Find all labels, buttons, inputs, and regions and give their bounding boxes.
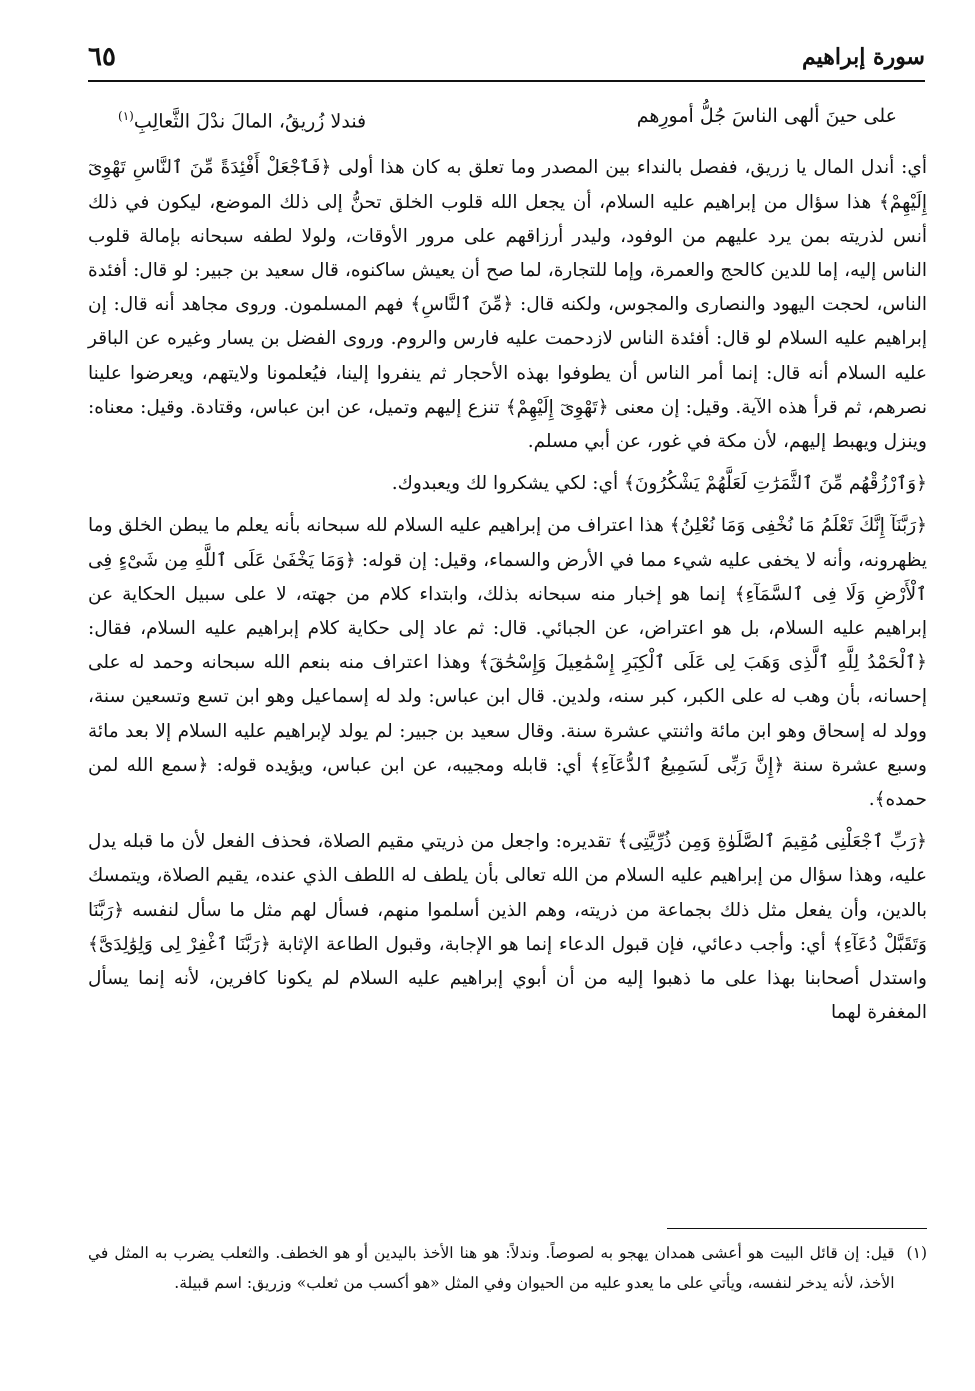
paragraph: أي: أندل المال يا زريق، ففصل بالنداء بين المصدر وما تعلق به كان هذا أولى ﴿فَٱجْعَلْ أَفْئِدَةً مِّنَ ٱلنَّاسِ تَهْوِىٓ إِلَيْهِمْ﴾ هذا سؤال من إبراهيم عليه السلام، أن يجعل الله قلوب الخلق تحنُّ إلى ذلك الموضع، ليكون في ذلك أنس لذريته بمن يرد عليهم من الوفود، وليدر أرزاقهم على مرور الأوقات، ولولا لطفه سبحانه بإمالة قلوب الناس إليه، إما للدين كالحج والعمرة، وإما للتجارة، لما صح أن يعيش ساكنوه، قال سعيد بن جبير: لو قال: أفئدة الناس، لحجت اليهود والنصارى والمجوس، ولكنه قال: ﴿مِّنَ ٱلنَّاسِ﴾ فهم المسلمون. وروى مجاهد أنه قال: إن إبراهيم عليه السلام لو قال: أفئدة الناس لازدحمت عليه فارس والروم. وروى الفضل بن يسار وغيره عن الباقر عليه السلام أنه قال: إنما أمر الناس أن يطوفوا بهذه الأحجار ثم ينفروا إلينا، فيُعلمونا ولايتهم، ويعرضوا علينا نصرهم، ثم قرأ هذه الآية. وقيل: إن معنى ﴿تَهْوِىٓ إِلَيْهِمْ﴾ تنزع إليهم وتميل، عن ابن عباس، وقتادة. وقيل: معناه: وينزل ويهبط إليهم، لأن مكة في غور، عن أبي مسلم. — [88, 157, 927, 452]
main-text — [88, 96, 927, 1038]
poem-verse — [88, 96, 927, 151]
footnote-text: قيل: إن قائل البيت هو أعشى همدان يهجو به لصوصاً. وندلاً: هو هنا الأخذ باليدين أو هو الخطف. والثعلب يضرب به المثل في الأخذ، لأنه يدخر لنفسه، ويأتي على ما يعدو عليه من الحيوان وفي المثل «هو أكسب من ثعلب» وزريق: اسم قبيلة. — [88, 1244, 895, 1292]
page-header — [88, 40, 925, 82]
paragraph: ﴿وَٱرْزُقْهُم مِّنَ ٱلثَّمَرَٰتِ لَعَلَّهُمْ يَشْكُرُونَ﴾ أي: لكي يشكروا لك ويعبدوك. — [391, 473, 927, 495]
poem-hemistich-first: على حينَ ألهى الناسَ جُلُّ أمورِهم — [636, 105, 897, 127]
footnote-divider — [667, 1228, 927, 1229]
footnote-number: (١) — [906, 1244, 927, 1262]
footnote-marker: (١) — [118, 109, 134, 123]
paragraph: ﴿رَبِّ ٱجْعَلْنِى مُقِيمَ ٱلصَّلَوٰةِ وَمِن ذُرِّيَّتِى﴾ تقديره: واجعل من ذريتي مقيم الصلاة، فحذف الفعل لأن ما قبله يدل عليه، وهذا سؤال من إبراهيم عليه السلام من الله تعالى بأن يلطف له اللطف الذي عنده، يقيم الصلاة، ويتمسك بالدين، وأن يفعل مثل ذلك بجماعة من ذريته، وهم الذين أسلموا منهم، فسأل لهم مثل ما سأل لنفسه ﴿رَبَّنَا وَتَقَبَّلْ دُعَآءِ﴾ أي: وأجب دعائي، فإن قبول الدعاء إنما هو الإجابة، وقبول الطاعة الإثابة ﴿رَبَّنَا ٱغْفِرْ لِى وَلِوَٰلِدَىَّ﴾ واستدل أصحابنا بهذا على ما ذهبوا إليه من أن أبوي إبراهيم عليه السلام لم يكونا كافرين، لأنه إنما يسأل المغفرة لهما — [88, 831, 927, 1024]
footnote — [88, 1238, 927, 1298]
page-number: ٦٥ — [88, 42, 116, 72]
poem-hemistich-second: فندلا زُريقُ، المالَ ندْلَ الثَّعالِبِ$^{(١)}$ — [118, 109, 367, 133]
paragraph: ﴿رَبَّنَآ إِنَّكَ تَعْلَمُ مَا نُخْفِى وَمَا نُعْلِنُ﴾ هذا اعتراف من إبراهيم عليه السلام لله سبحانه بأنه يعلم ما يبطن الخلق وما يظهرونه، وأنه لا يخفى عليه شيء مما في الأرض والسماء، وقيل: إن قوله: ﴿وَمَا يَخْفَىٰ عَلَى ٱللَّهِ مِن شَىْءٍ فِى ٱلْأَرْضِ وَلَا فِى ٱلسَّمَآءِ﴾ إنما هو إخبار منه سبحانه بذلك، وابتداء كلام من جهته، لا على سبيل الحكاية عن إبراهيم عليه السلام، بل هو اعتراض، عن الجبائي. قال: ثم عاد إلى حكاية كلام إبراهيم عليه السلام، فقال: ﴿ٱلْحَمْدُ لِلَّهِ ٱلَّذِى وَهَبَ لِى عَلَى ٱلْكِبَرِ إِسْمَٰعِيلَ وَإِسْحَٰقَ﴾ وهذا اعتراف منه بنعم الله سبحانه وحمد له على إحسانه، بأن وهب له على الكبر، كبر سنه، ولدين. قال ابن عباس: ولد له إسماعيل وهو ابن تسع وتسعين سنة، وولد له إسحاق وهو ابن مائة واثنتي عشرة سنة. وقال سعيد بن جبير: لم يولد لإبراهيم عليه السلام إلا بعد مائة وسبع عشرة سنة ﴿إِنَّ رَبِّى لَسَمِيعُ ٱلدُّعَآءِ﴾ أي: قابله ومجيبه، عن ابن عباس، ويؤيده قوله: ﴿سمع الله لمن حمده﴾. — [88, 515, 927, 810]
surah-title: سورة إبراهيم — [802, 44, 925, 70]
